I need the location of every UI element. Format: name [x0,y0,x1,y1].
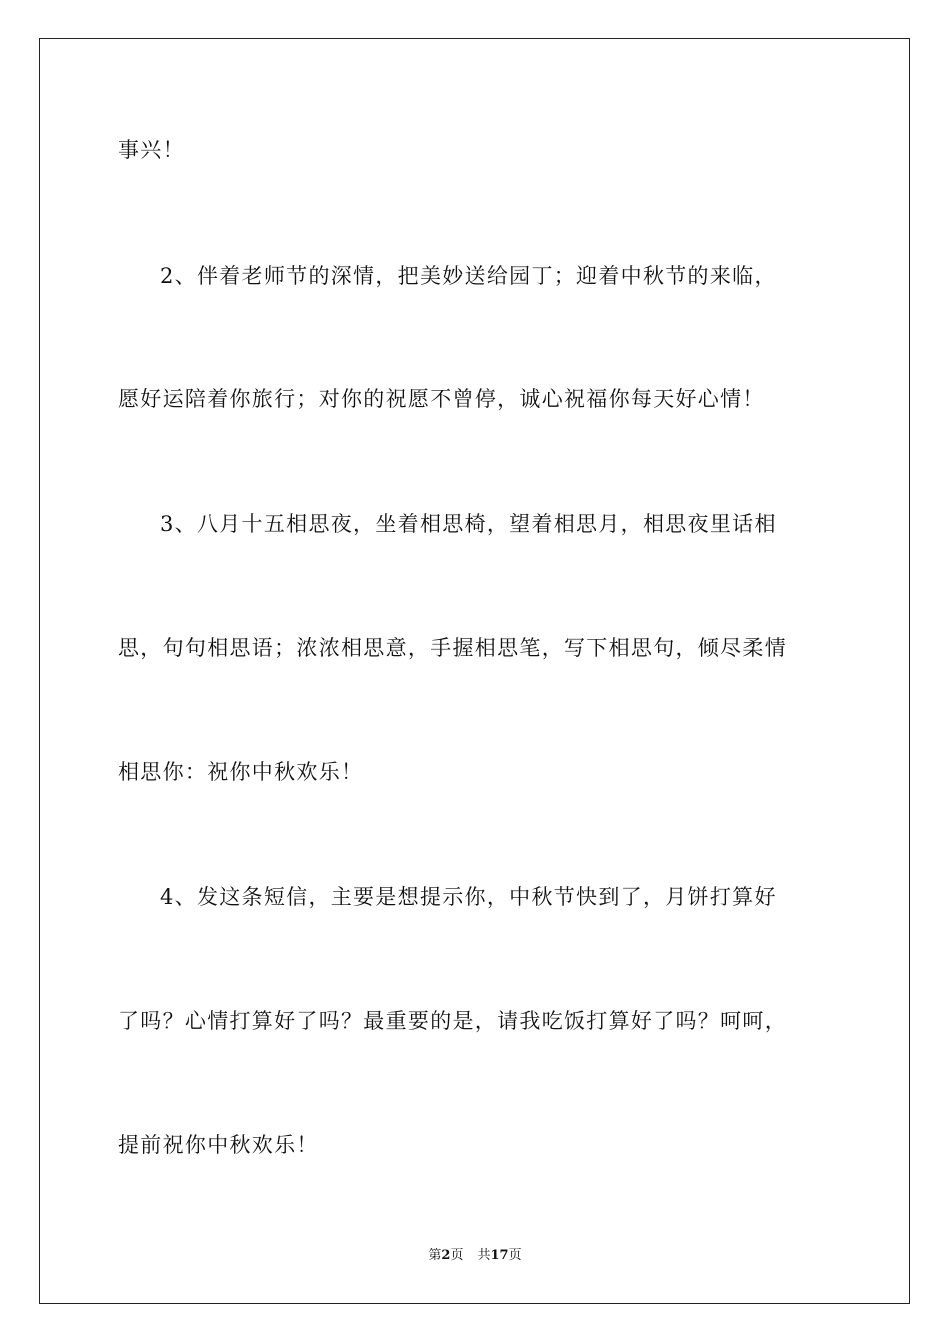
text-line-7: 4、发这条短信，主要是想提示你，中秋节快到了，月饼打算好 [160,885,777,909]
text-line-6: 相思你：祝你中秋欢乐！ [118,760,364,784]
page-border [39,38,910,1304]
total-pages: 17 [490,1248,509,1263]
text-line-9: 提前祝你中秋欢乐！ [118,1133,319,1157]
text-line-4: 3、八月十五相思夜，坐着相思椅，望着相思月，相思夜里话相 [160,512,777,536]
total-suffix: 页 [508,1248,522,1263]
text-line-3: 愿好运陪着你旅行；对你的祝愿不曾停，诚心祝福你每天好心情！ [118,387,765,411]
text-line-1: 事兴！ [118,138,185,162]
page-prefix: 第 [428,1248,442,1263]
text-line-2: 2、伴着老师节的深情，把美妙送给园丁；迎着中秋节的来临， [160,264,777,288]
total-prefix: 共 [477,1248,491,1263]
page-footer [0,1247,950,1265]
page-suffix: 页 [450,1248,464,1263]
text-line-5: 思，句句相思语；浓浓相思意，手握相思笔，写下相思句，倾尽柔情 [118,636,787,660]
page-number: 2 [441,1248,451,1263]
text-line-8: 了吗？心情打算好了吗？最重要的是，请我吃饭打算好了吗？呵呵， [118,1009,787,1033]
